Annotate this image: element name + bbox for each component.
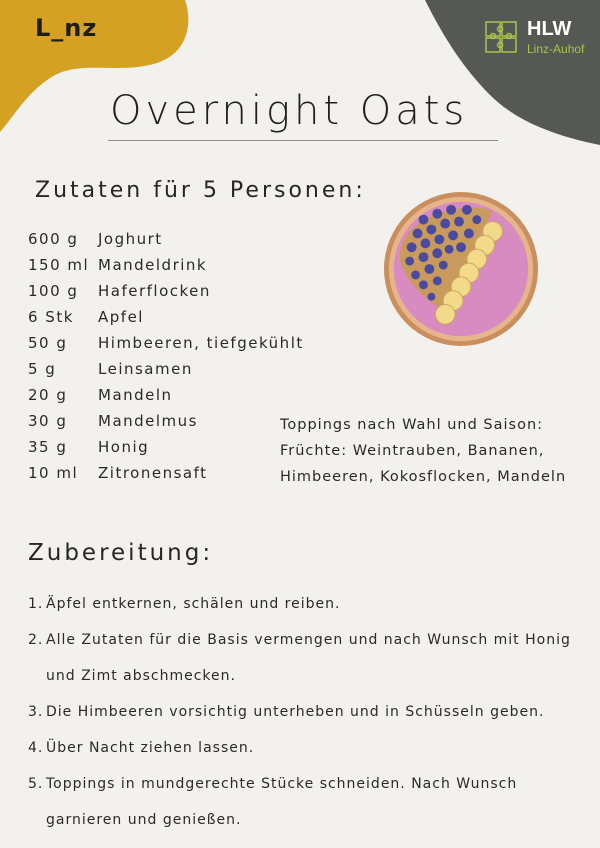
- ingredient-name: Haferflocken: [98, 282, 211, 300]
- ingredient-amount: 5 g: [28, 360, 57, 378]
- hlw-logo-name: HLW: [527, 18, 572, 40]
- ingredient-name: Zitronensaft: [98, 464, 208, 482]
- toppings-line: Früchte: Weintrauben, Bananen,: [280, 443, 545, 459]
- ingredients-heading: Zutaten für 5 Personen:: [35, 178, 366, 203]
- step-text: Die Himbeeren vorsichtig unterheben und in Schüsseln geben.: [46, 704, 545, 720]
- step-item: [28, 766, 583, 838]
- step-number: 3.: [28, 704, 44, 720]
- step-number: 1.: [28, 596, 44, 612]
- step-number: 4.: [28, 740, 44, 756]
- step-item: [28, 730, 583, 766]
- step-text: Über Nacht ziehen lassen.: [46, 740, 255, 756]
- ingredient-row: [28, 460, 304, 486]
- page-title: Overnight Oats: [110, 88, 469, 134]
- toppings-line: Toppings nach Wahl und Saison:: [280, 417, 544, 433]
- ingredient-row: [28, 304, 304, 330]
- step-text: Alle Zutaten für die Basis vermengen und nach Wunsch mit Honig und Zimt abschmecken.: [46, 632, 571, 684]
- step-text: Toppings in mundgerechte Stücke schneiden. Nach Wunsch garnieren und genießen.: [46, 776, 518, 828]
- ingredient-name: Mandeln: [98, 386, 173, 404]
- ingredient-amount: 30 g: [28, 412, 68, 430]
- ingredient-row: [28, 226, 304, 252]
- ingredient-name: Apfel: [98, 308, 144, 326]
- ingredient-row: [28, 382, 304, 408]
- preparation-steps: [28, 586, 583, 838]
- ingredient-row: [28, 330, 304, 356]
- step-number: 5.: [28, 776, 44, 792]
- ingredient-row: [28, 278, 304, 304]
- ingredient-name: Honig: [98, 438, 150, 456]
- hlw-logo-subtitle: Linz-Auhof: [527, 42, 585, 56]
- ingredient-amount: 20 g: [28, 386, 68, 404]
- ingredient-row: [28, 408, 304, 434]
- ingredient-row: [28, 356, 304, 382]
- ingredient-amount: 35 g: [28, 438, 68, 456]
- step-number: 2.: [28, 632, 44, 648]
- ingredient-amount: 600 g: [28, 230, 79, 248]
- ingredient-amount: 50 g: [28, 334, 68, 352]
- toppings-note: [280, 412, 580, 490]
- ingredient-row: [28, 252, 304, 278]
- hlw-logo: [482, 18, 597, 64]
- ingredient-name: Joghurt: [98, 230, 163, 248]
- step-item: [28, 622, 583, 694]
- smoothie-bowl-illustration: [382, 190, 540, 348]
- ingredient-name: Mandelmus: [98, 412, 198, 430]
- preparation-heading: Zubereitung:: [28, 540, 214, 566]
- step-item: [28, 586, 583, 622]
- ingredient-row: [28, 434, 304, 460]
- ingredient-amount: 150 ml: [28, 256, 90, 274]
- ingredient-name: Himbeeren, tiefgekühlt: [98, 334, 304, 352]
- step-item: [28, 694, 583, 730]
- toppings-line: Himbeeren, Kokosflocken, Mandeln: [280, 469, 567, 485]
- puzzle-icon: [482, 18, 522, 58]
- title-divider: [108, 140, 498, 141]
- ingredient-amount: 10 ml: [28, 464, 79, 482]
- ingredient-amount: 6 Stk: [28, 308, 74, 326]
- linz-logo: L_nz: [35, 14, 98, 42]
- step-text: Äpfel entkernen, schälen und reiben.: [46, 596, 341, 612]
- ingredient-amount: 100 g: [28, 282, 79, 300]
- ingredient-name: Leinsamen: [98, 360, 193, 378]
- ingredients-list: [28, 226, 304, 486]
- ingredient-name: Mandeldrink: [98, 256, 208, 274]
